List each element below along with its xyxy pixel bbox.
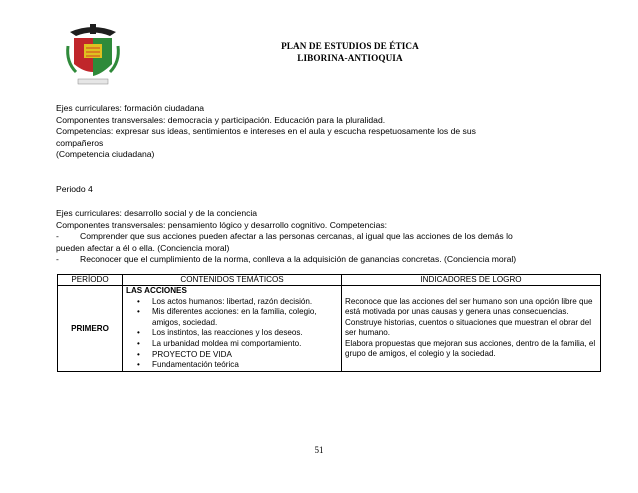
indicators-cell bbox=[342, 286, 601, 372]
dash-item bbox=[56, 231, 601, 243]
dash-marker: - bbox=[56, 231, 59, 242]
content-list bbox=[126, 297, 338, 371]
header-periodo: PERÍODO bbox=[58, 275, 123, 286]
table-row bbox=[58, 286, 601, 372]
page-number: 51 bbox=[314, 445, 324, 455]
text-line: Componentes transversales: democracia y participación. Educación para la pluralidad. bbox=[56, 114, 386, 125]
list-item: • Fundamentación teórica bbox=[152, 360, 338, 371]
table-header-row bbox=[58, 275, 601, 286]
indicator-text: Construye historias, cuentos o situaciones que muestran el obrar del ser humano. bbox=[345, 317, 592, 338]
document-header bbox=[230, 41, 470, 64]
header-title: PLAN DE ESTUDIOS DE ÉTICA bbox=[281, 41, 419, 51]
list-item: • PROYECTO DE VIDA bbox=[152, 350, 338, 361]
content-title: LAS ACCIONES bbox=[126, 286, 187, 295]
list-item: • Mis diferentes acciones: en la familia, colegio, amigos, sociedad. bbox=[152, 307, 338, 328]
text-line: Componentes transversales: pensamiento lógico y desarrollo cognitivo. Competencias: bbox=[56, 219, 388, 230]
school-crest-icon bbox=[64, 22, 122, 88]
indicator-text: Reconoce que las acciones del ser humano son una opción libre que está motivada por unas causas y genera unas consecuencias. bbox=[345, 297, 593, 317]
periodo-label: Periodo 4 bbox=[56, 184, 93, 194]
dash-continuation: pueden afectar a él o ella. (Conciencia moral) bbox=[56, 242, 230, 253]
list-item: • La urbanidad moldea mi comportamiento. bbox=[152, 339, 338, 350]
list-item: • Los actos humanos: libertad, razón decisión. bbox=[152, 297, 338, 308]
dash-text: Comprender que sus acciones pueden afectar a las personas cercanas, al igual que las acciones de los demás lo bbox=[80, 231, 513, 242]
content-cell bbox=[123, 286, 342, 372]
text-line: Competencias: expresar sus ideas, sentimientos e intereses en el aula y escucha respetuosamente los de sus bbox=[56, 126, 476, 137]
plan-table bbox=[57, 274, 601, 372]
header-indicadores: INDICADORES DE LOGRO bbox=[342, 275, 601, 286]
text-line: Ejes curriculares: desarrollo social y de la conciencia bbox=[56, 208, 258, 218]
text-line: Ejes curriculares: formación ciudadana bbox=[56, 103, 205, 113]
header-subtitle: LIBORINA-ANTIOQUIA bbox=[297, 52, 403, 63]
block-ejes bbox=[56, 208, 601, 266]
text-line: (Competencia ciudadana) bbox=[56, 149, 155, 160]
dash-marker: - bbox=[56, 254, 59, 265]
header-contenidos: CONTENIDOS TEMÁTICOS bbox=[123, 275, 342, 286]
block-competencias bbox=[56, 103, 601, 161]
dash-text: Reconocer que el cumplimiento de la norma, conlleva a la adquisición de ganancias concretas. (Conciencia moral) bbox=[80, 254, 517, 265]
period-cell: PRIMERO bbox=[58, 286, 123, 372]
dash-item bbox=[56, 254, 601, 266]
list-item: • Los instintos, las reacciones y los deseos. bbox=[152, 328, 338, 339]
text-line: compañeros bbox=[56, 137, 104, 148]
indicator-text: Elabora propuestas que mejoran sus acciones, dentro de la familia, el grupo de amigos, el colegio y la sociedad. bbox=[345, 338, 596, 359]
